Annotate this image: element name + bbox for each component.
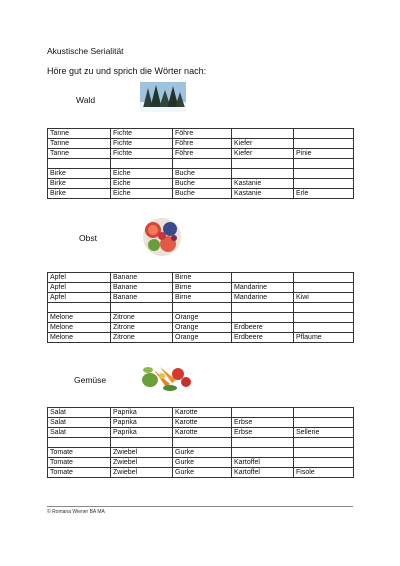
table-row (48, 428, 354, 438)
word-cell: Fisole (294, 468, 354, 478)
word-cell (294, 418, 354, 428)
word-cell: Banane (111, 293, 173, 303)
word-cell: Kartoffel (232, 458, 294, 468)
word-cell: Fichte (111, 129, 173, 139)
table-row (48, 159, 354, 169)
word-cell: Salat (48, 408, 111, 418)
word-cell: Apfel (48, 293, 111, 303)
table-row (48, 169, 354, 179)
word-cell: Banane (111, 273, 173, 283)
word-cell (232, 408, 294, 418)
word-cell (232, 438, 294, 448)
word-cell: Tomate (48, 458, 111, 468)
word-cell: Mandarine (232, 293, 294, 303)
fruit-image (140, 216, 184, 258)
section-label-wald: Wald (76, 95, 96, 105)
word-cell (232, 448, 294, 458)
table-row (48, 179, 354, 189)
table-row (48, 438, 354, 448)
word-cell: Erle (294, 189, 354, 199)
table-row (48, 468, 354, 478)
word-cell: Banane (111, 283, 173, 293)
word-cell: Kiefer (232, 149, 294, 159)
word-cell: Erbse (232, 418, 294, 428)
word-cell: Zitrone (111, 323, 173, 333)
word-cell: Zwiebel (111, 468, 173, 478)
word-cell: Tanne (48, 149, 111, 159)
word-cell: Orange (173, 313, 232, 323)
word-cell: Tanne (48, 139, 111, 149)
word-cell: Eiche (111, 179, 173, 189)
word-cell: Kastanie (232, 179, 294, 189)
word-table-obst (47, 272, 354, 343)
footer-copyright: © Romana Wiener BA MA (47, 509, 105, 515)
word-cell: Paprika (111, 418, 173, 428)
word-cell: Fichte (111, 149, 173, 159)
word-cell (294, 448, 354, 458)
table-row (48, 303, 354, 313)
word-cell: Sellerie (294, 428, 354, 438)
word-cell (232, 273, 294, 283)
word-table-wald (47, 128, 354, 199)
word-cell: Eiche (111, 169, 173, 179)
word-cell: Föhre (173, 129, 232, 139)
word-cell: Salat (48, 428, 111, 438)
table-row (48, 189, 354, 199)
table-row (48, 129, 354, 139)
word-cell (48, 159, 111, 169)
table-row (48, 313, 354, 323)
word-cell: Birne (173, 293, 232, 303)
footer-divider (47, 506, 353, 507)
word-cell (294, 408, 354, 418)
word-cell (111, 438, 173, 448)
word-cell (111, 303, 173, 313)
word-cell (294, 139, 354, 149)
word-cell (294, 169, 354, 179)
word-cell: Karotte (173, 418, 232, 428)
word-cell: Birne (173, 283, 232, 293)
word-cell: Melone (48, 313, 111, 323)
word-cell: Birne (173, 273, 232, 283)
worksheet-title: Akustische Serialität (47, 46, 124, 56)
word-cell: Tomate (48, 468, 111, 478)
word-cell: Kastanie (232, 189, 294, 199)
word-cell: Pflaume (294, 333, 354, 343)
table-row (48, 448, 354, 458)
word-cell: Erdbeere (232, 323, 294, 333)
word-cell: Tanne (48, 129, 111, 139)
word-cell: Zwiebel (111, 448, 173, 458)
table-row (48, 408, 354, 418)
word-cell: Apfel (48, 283, 111, 293)
word-cell (173, 438, 232, 448)
word-cell: Buche (173, 169, 232, 179)
word-cell (294, 159, 354, 169)
table-row (48, 293, 354, 303)
word-cell: Erdbeere (232, 333, 294, 343)
word-cell: Paprika (111, 428, 173, 438)
word-cell: Föhre (173, 139, 232, 149)
instruction-text: Höre gut zu und sprich die Wörter nach: (47, 66, 207, 76)
word-cell (294, 179, 354, 189)
table-row (48, 273, 354, 283)
word-cell (294, 273, 354, 283)
word-cell: Buche (173, 179, 232, 189)
section-label-obst: Obst (79, 233, 97, 243)
table-row (48, 149, 354, 159)
word-cell (232, 313, 294, 323)
vegetables-image (140, 362, 194, 392)
word-cell: Gurke (173, 448, 232, 458)
word-cell: Zwiebel (111, 458, 173, 468)
word-cell: Gurke (173, 458, 232, 468)
word-cell: Fichte (111, 139, 173, 149)
word-cell: Tomate (48, 448, 111, 458)
word-cell: Apfel (48, 273, 111, 283)
word-cell (294, 458, 354, 468)
table-row (48, 139, 354, 149)
word-cell (232, 169, 294, 179)
word-cell: Erbse (232, 428, 294, 438)
word-cell (294, 303, 354, 313)
word-cell (48, 438, 111, 448)
word-cell: Melone (48, 323, 111, 333)
word-cell: Zitrone (111, 333, 173, 343)
word-cell: Eiche (111, 189, 173, 199)
table-row (48, 333, 354, 343)
word-cell: Melone (48, 333, 111, 343)
word-cell (232, 303, 294, 313)
word-cell: Föhre (173, 149, 232, 159)
word-cell: Buche (173, 189, 232, 199)
word-cell (294, 129, 354, 139)
word-cell (173, 159, 232, 169)
word-cell: Birke (48, 169, 111, 179)
word-cell (173, 303, 232, 313)
word-cell: Pinie (294, 149, 354, 159)
word-cell: Karotte (173, 408, 232, 418)
word-cell: Gurke (173, 468, 232, 478)
word-cell: Karotte (173, 428, 232, 438)
table-row (48, 458, 354, 468)
word-cell (294, 438, 354, 448)
word-cell: Orange (173, 323, 232, 333)
table-row (48, 283, 354, 293)
word-cell (48, 303, 111, 313)
word-cell (111, 159, 173, 169)
word-cell (294, 283, 354, 293)
word-cell: Mandarine (232, 283, 294, 293)
forest-image (140, 82, 186, 112)
word-cell: Birke (48, 179, 111, 189)
word-cell (232, 129, 294, 139)
word-cell: Zitrone (111, 313, 173, 323)
section-label-gemuese: Gemüse (74, 375, 107, 385)
word-table-gemuese (47, 407, 354, 478)
word-cell: Salat (48, 418, 111, 428)
table-row (48, 418, 354, 428)
word-cell: Orange (173, 333, 232, 343)
word-cell: Kiefer (232, 139, 294, 149)
word-cell: Kartoffel (232, 468, 294, 478)
word-cell: Birke (48, 189, 111, 199)
word-cell: Paprika (111, 408, 173, 418)
word-cell: Kiwi (294, 293, 354, 303)
table-row (48, 323, 354, 333)
word-cell (232, 159, 294, 169)
word-cell (294, 323, 354, 333)
word-cell (294, 313, 354, 323)
